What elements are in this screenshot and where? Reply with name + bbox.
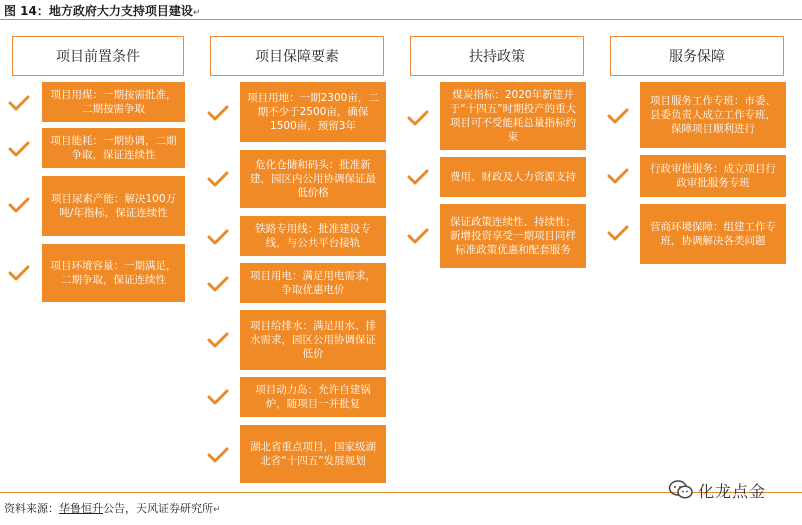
list-item-box [440,204,586,268]
list-item-box [240,150,386,208]
list-item-box [42,128,185,168]
list-item-box [240,216,386,256]
column-header-label: 项目保障要素 [255,49,339,65]
column-header-service-guarantee [610,36,784,76]
column-header-support-policies [410,36,584,76]
list-item-text: 保证政策连续性、持续性；新增投资享受一期项目同样标准政策优惠和配套服务 [450,216,576,256]
check-icon [607,167,629,185]
list-item-box [42,176,185,236]
check-icon [8,94,30,112]
check-icon [207,170,229,188]
watermark-text: 化龙点金 [698,481,767,501]
source-suffix: 公告，天风证券研究所 [103,502,213,515]
list-item-box [240,82,386,142]
check-icon [207,388,229,406]
list-item-box [640,155,786,197]
check-icon [407,227,429,245]
list-item-text: 铁路专用线：批准建设专线，与公共平台接轨 [255,223,371,249]
check-icon [407,168,429,186]
check-icon [207,446,229,464]
list-item-box [42,244,185,302]
figure-title-text: 图 14：地方政府大力支持项目建设 [4,4,193,18]
list-item-box [640,82,786,148]
list-item-text: 煤炭指标：2020年新建并于“十四五”时期投产的重大项目可不受能耗总量指标约束 [449,89,577,143]
list-item-text: 项目服务工作专班：市委、县委负责人成立工作专班，保障项目顺利进行 [650,95,776,135]
figure-title [4,2,200,19]
list-item-text: 危化仓储和码头：批准新建，园区内公用协调保证最低价格 [250,159,376,199]
list-item-text: 项目用地：一期2300亩，二期不少于2500亩，确保1500亩，预留3年 [247,92,379,132]
list-item-text: 项目用电：满足用电需求，争取优惠电价 [250,270,376,296]
check-icon [207,104,229,122]
watermark [668,478,766,502]
list-item-box [42,82,185,122]
check-icon [8,264,30,282]
list-item-text: 湖北省重点项目，国家级湖北省“十四五”发展规划 [250,441,376,467]
check-icon [207,275,229,293]
check-icon [8,140,30,158]
column-header-preconditions [12,36,184,76]
title-divider [0,19,802,20]
list-item-text: 项目能耗：一期协调，二期争取，保证连续性 [50,135,177,161]
check-icon [8,196,30,214]
list-item-box [440,157,586,197]
wechat-logo-icon [668,479,694,501]
list-item-text: 项目给排水：满足用水、排水需求，园区公用协调保证低价 [250,320,376,360]
check-icon [607,107,629,125]
check-icon [607,224,629,242]
column-header-guarantee-factors [210,36,384,76]
list-item-box [240,263,386,303]
check-icon [207,228,229,246]
list-item-text: 营商环境保障：组建工作专班，协调解决各类问题 [650,221,776,247]
column-header-label: 项目前置条件 [56,49,140,65]
list-item-box [440,82,586,150]
list-item-text: 费用、财政及人力资源支持 [450,171,576,183]
figure-title-bar [0,0,802,20]
list-item-text: 项目尿素产能：解决100万吨/年指标，保证连续性 [50,193,177,219]
figure-title-mark: ↵ [192,8,201,18]
list-item-text: 项目环境容量：一期满足，二期争取，保证连续性 [50,260,177,286]
source-mark: ↵ [213,505,221,515]
list-item-text: 项目动力岛：允许自建锅炉，随项目一并批复 [255,384,371,410]
list-item-text: 项目用煤：一期按需批准，二期按需争取 [50,89,177,115]
source-prefix: 资料来源： [4,502,59,515]
check-icon [207,331,229,349]
check-icon [407,109,429,127]
column-header-label: 服务保障 [669,49,725,65]
list-item-box [240,377,386,417]
list-item-text: 行政审批服务：成立项目行政审批服务专班 [650,163,776,189]
source-company-link[interactable]: 华鲁恒升 [59,502,103,515]
column-header-label: 扶持政策 [469,49,525,65]
list-item-box [640,204,786,264]
list-item-box [240,425,386,483]
list-item-box [240,310,386,370]
source-note [4,500,221,516]
